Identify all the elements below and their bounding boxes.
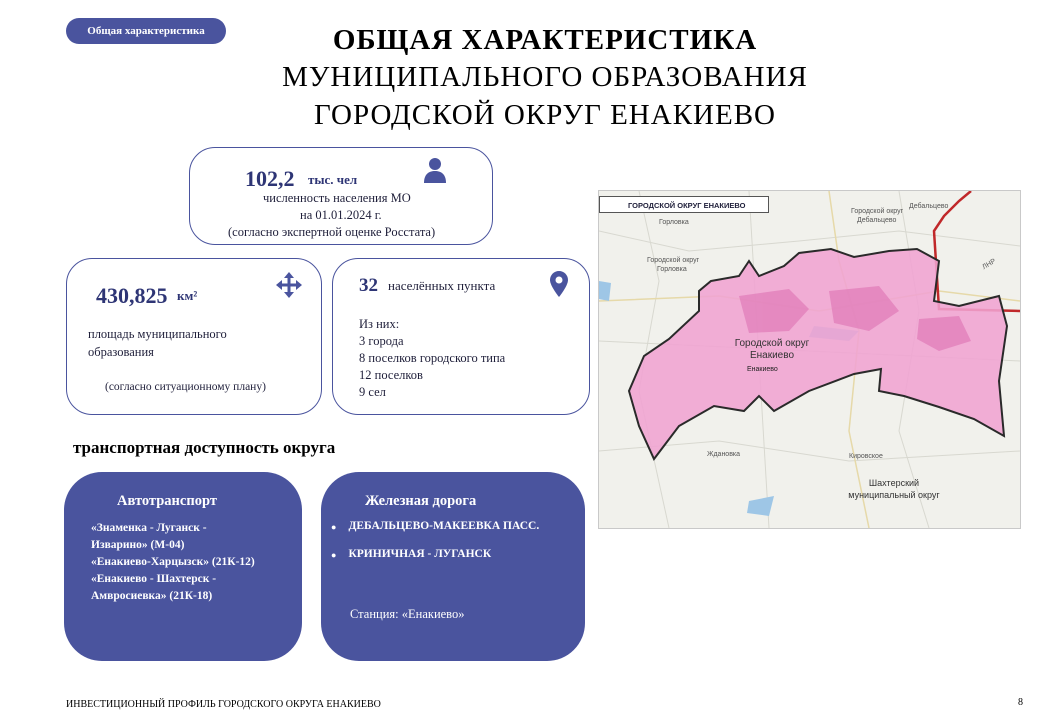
railway-route-label: ДЕБАЛЬЦЕВО-МАКЕЕВКА ПАСС. [348,520,540,532]
page-number: 8 [1018,697,1023,708]
title-line-1: ОБЩАЯ ХАРАКТЕРИСТИКА [332,24,758,56]
railway-route [331,548,491,562]
map-label-shakhtersk [819,477,969,501]
title-line-2: МУНИЦИПАЛЬНОГО ОБРАЗОВАНИЯ [282,61,808,93]
bullet: ● [331,550,337,560]
title-line-3: ГОРОДСКОЙ ОКРУГ ЕНАКИЕВО [314,99,776,131]
bullet: ● [331,522,337,532]
population-date: на 01.01.2024 г. [300,208,382,222]
expand-arrows-icon [276,272,302,303]
railway-route-label: КРИНИЧНАЯ - ЛУГАНСК [348,548,492,560]
road-line: «Енакиево-Харцызск» (21К-12) [91,556,255,568]
population-value: 102,2 [245,166,295,191]
railway-heading: Железная дорога [365,493,477,509]
map-label-debaltsevo-district: Городской округ [851,208,904,215]
railway-card [321,472,585,661]
map-label-debaltsevo: Дебальцево [909,203,949,210]
page-title [190,22,900,134]
settlements-item: 9 сел [359,385,386,399]
map-label-gorlovka-district: Горловка [657,266,687,273]
road-line: Амвросиевка» (21К-18) [91,590,213,602]
district-map [598,190,1021,529]
transport-section-title: транспортная доступность округа [73,438,336,457]
settlements-item: 8 поселков городского типа [359,351,506,365]
population-unit: тыс. чел [308,172,358,187]
road-transport-heading: Автотранспорт [117,493,217,509]
map-label-gorlovka: Горловка [659,219,689,226]
settlements-value: 32 [359,275,378,296]
map-header: ГОРОДСКОЙ ОКРУГ ЕНАКИЕВО [599,196,769,213]
settlements-intro: Из них: [359,317,400,331]
road-transport-card [64,472,302,661]
map-label-gorlovka-district: Городской округ [647,257,700,264]
road-line: «Знаменка - Луганск - [91,522,207,534]
area-card [66,258,322,415]
area-label-1: площадь муниципального [88,327,227,341]
population-label: численность населения МО [263,191,411,205]
railway-route [331,520,539,534]
area-label-2: образования [88,345,154,359]
population-card [189,147,493,245]
map-label-kirovskoe: Кировское [849,453,883,460]
map-label-zhdanovka: Ждановка [707,451,741,458]
road-line: «Енакиево - Шахтерск - [91,573,217,585]
footer-text: ИНВЕСТИЦИОННЫЙ ПРОФИЛЬ ГОРОДСКОГО ОКРУГА ЕНАКИЕВО [66,699,381,710]
road-list [91,520,255,605]
settlements-card [332,258,590,415]
map-label-shakhtersk-line: муниципальный округ [848,490,940,500]
railway-station: Станция: «Енакиево» [350,607,465,621]
map-center-label-line: Городской округ [734,338,810,349]
location-pin-icon [550,271,568,302]
road-line: Изварино» (М-04) [91,539,185,551]
settlements-item: 12 поселков [359,368,423,382]
area-value: 430,825 [96,283,168,308]
settlements-label: населённых пункта [388,278,496,293]
person-icon [422,156,448,189]
map-label-lnr: ЛНР [981,257,998,272]
map-label-debaltsevo-district: Дебальцево [857,217,897,224]
map-center-label [717,338,827,362]
area-unit: км² [177,288,198,303]
map-label-shakhtersk-line: Шахтерский [868,478,920,488]
section-tag: Общая характеристика [66,18,226,44]
map-center-label-line: Енакиево [749,350,795,361]
settlements-item: 3 города [359,334,404,348]
population-source: (согласно экспертной оценке Росстата) [228,225,436,239]
map-label-enakievo: Енакиево [747,366,778,373]
area-note: (согласно ситуационному плану) [105,381,266,393]
